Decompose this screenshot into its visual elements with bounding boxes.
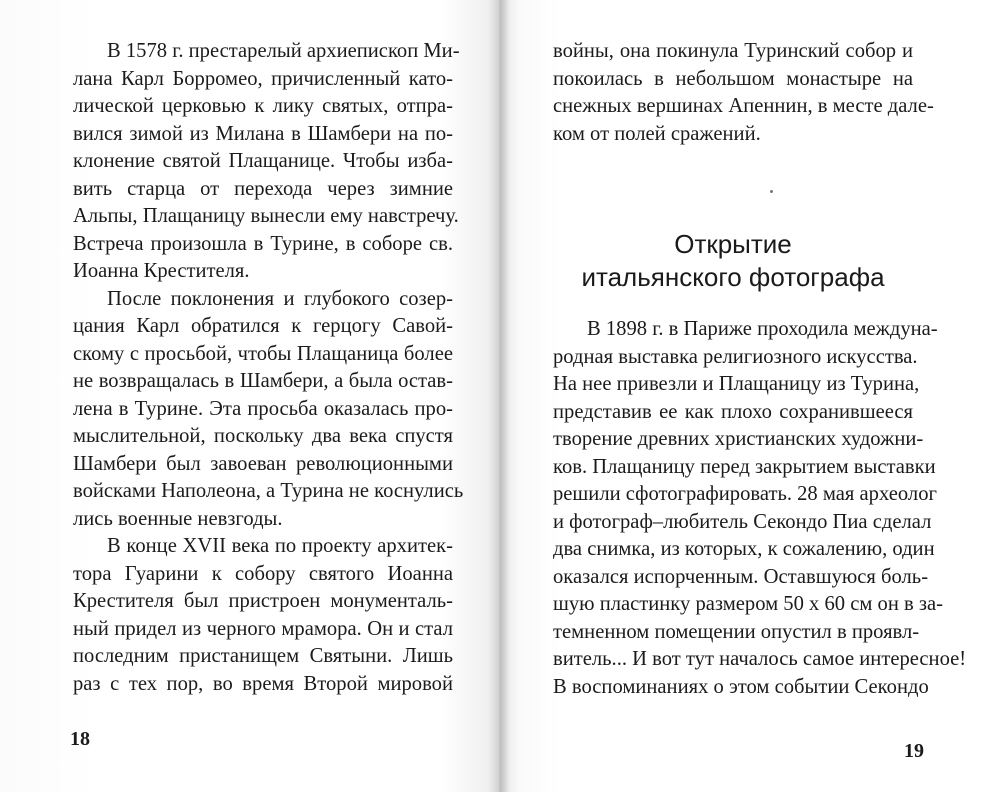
- page-number-left: 18: [70, 728, 90, 750]
- text-line: шую пластинку размером 50 х 60 см он в за-: [553, 593, 944, 615]
- text-line: Крестителя был пристроен монументаль-: [73, 590, 453, 612]
- text-line: представив ее как плохо сохранившееся: [553, 400, 913, 423]
- text-line: родная выставка религиозного искусства.: [553, 345, 918, 368]
- book-gutter: [488, 0, 510, 792]
- right-page-top-text: [553, 38, 934, 148]
- text-line: ком от полей сражений.: [553, 122, 761, 145]
- text-line: Шамбери был завоеван революционными: [73, 452, 453, 475]
- text-line: Встреча произошла в Турине, в соборе св.: [73, 232, 453, 255]
- text-line: На нее привезли и Плащаницу из Турина,: [553, 373, 920, 395]
- text-line: оказался испорченным. Оставшуюся боль-: [553, 565, 929, 588]
- text-line: войсками Наполеона, а Турина не коснулись: [73, 480, 464, 502]
- text-line: снежных вершинах Апеннин, в месте дале-: [553, 95, 934, 117]
- text-line: клонение святой Плащанице. Чтобы избa-: [73, 150, 453, 172]
- text-line: лись военные невзгоды.: [73, 507, 283, 530]
- text-line: раз с тех пор, во время Второй мировой: [73, 672, 453, 695]
- text-line: лана Карл Борромео, причисленный като-: [73, 67, 453, 90]
- text-line: цания Карл обратился к герцогу Савой-: [73, 315, 453, 337]
- right-page-text: [553, 316, 967, 701]
- text-line: не возвращалась в Шамбери, а была остав-: [73, 370, 453, 392]
- chapter-title: [553, 228, 913, 294]
- text-line: вить старца от перехода через зимние: [73, 177, 453, 200]
- chapter-title-line-1: Открытие: [674, 229, 792, 259]
- text-line: После поклонения и глубокого созер-: [107, 287, 453, 310]
- text-line: Альпы, Плащаницу вынесли ему навстречу.: [73, 205, 459, 227]
- text-line: ков. Плащаницу перед закрытием выставки: [553, 455, 936, 478]
- text-line: покоилась в небольшом монастыре на: [553, 67, 913, 90]
- text-line: Иоанна Крестителя.: [73, 260, 250, 282]
- page-number-right: 19: [904, 740, 924, 762]
- text-line: В воспоминаниях о этом событии Секондо: [553, 675, 929, 698]
- text-line: и фотограф–любитель Секондо Пиа сделал: [553, 510, 932, 533]
- text-line: В 1578 г. престарелый архиепископ Ми-: [107, 40, 460, 62]
- text-line: лена в Турине. Эта просьба оказалась про-: [73, 397, 453, 420]
- text-line: скому с просьбой, чтобы Плащаница более: [73, 342, 453, 365]
- text-line: мыслительной, поскольку два века спустя: [73, 425, 453, 447]
- text-line: решили сфотографировать. 28 мая археолог: [553, 483, 937, 505]
- chapter-title-line-2: итальянского фотографа: [581, 262, 885, 292]
- text-line: вился зимой из Милана в Шамбери на по-: [73, 122, 453, 145]
- text-line: витель... И вот тут началось самое интересное!: [553, 648, 967, 670]
- text-line: войны, она покинула Туринский собор и: [553, 40, 913, 62]
- text-line: последним пристанищем Святыни. Лишь: [73, 645, 453, 667]
- text-line: творение древних христианских художни-: [553, 428, 924, 450]
- text-line: тора Гуарини к собору святого Иоанна: [73, 562, 453, 585]
- text-line: лической церковью к лику святых, отпра-: [73, 95, 453, 117]
- left-page-text: [73, 38, 464, 698]
- text-line: темненном помещении опустил в проявл-: [553, 620, 920, 643]
- text-line: два снимка, из которых, к сожалению, один: [553, 538, 935, 560]
- text-line: В 1898 г. в Париже проходила междуна-: [587, 318, 938, 340]
- text-line: ный придел из черного мрамора. Он и стал: [73, 617, 453, 640]
- ink-dot: [770, 190, 773, 193]
- text-line: В конце XVII века по проекту архитек-: [107, 535, 453, 557]
